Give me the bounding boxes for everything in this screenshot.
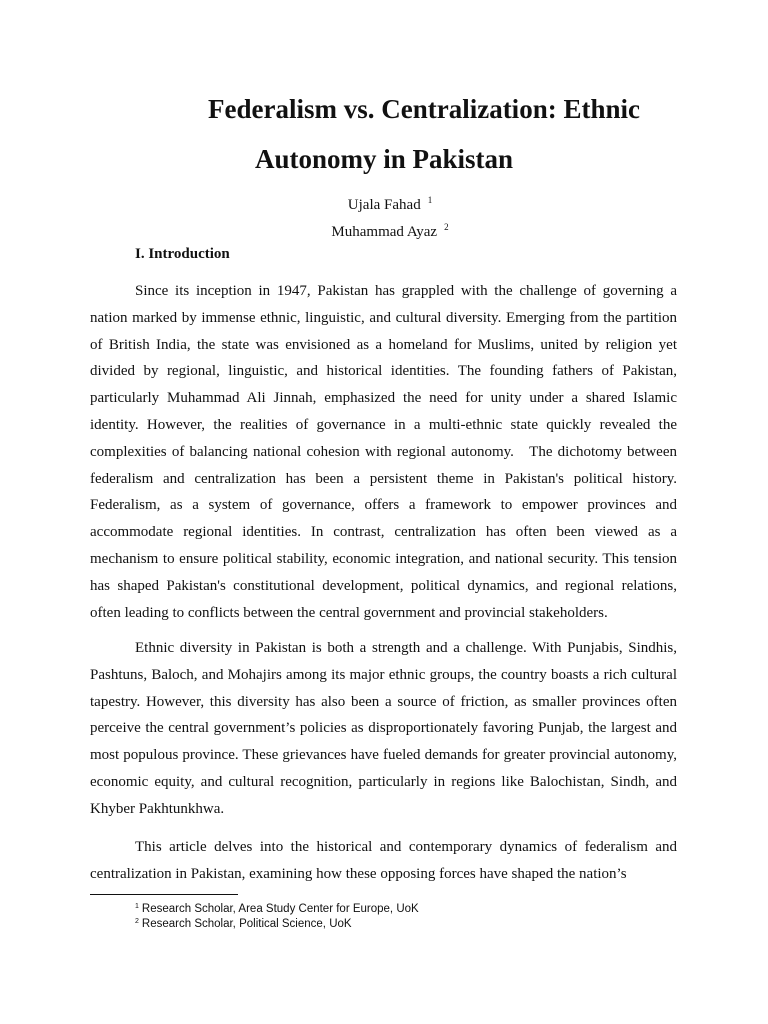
section-heading-introduction: I. Introduction [135, 246, 230, 262]
body-paragraph-2: Ethnic diversity in Pakistan is both a strength and a challenge. With Punjabis, Sindhis, Pashtuns, Baloch, and Mohajirs among its major ethnic groups, the country boasts a rich cultural tapestry. However, this diversity has also been a source of friction, as smaller provinces often perceive the central government’s policies as disproportionately favoring Punjab, the largest and most populous province. These grievances have fueled demands for greater provincial autonomy, economic equity, and cultural recognition, particularly in regions like Balochistan, Sindh, and Khyber Pakhtunkhwa. [90, 640, 677, 817]
footnote-marker: 2 [135, 918, 139, 925]
footnote-marker: 1 [135, 903, 139, 910]
footnote-2 [135, 914, 352, 932]
body-paragraph-3: This article delves into the historical and contemporary dynamics of federalism and centralization in Pakistan, examining how these opposing forces have shaped the nation’s [90, 839, 677, 882]
footnote-text: Research Scholar, Political Science, UoK [141, 918, 352, 930]
footnote-separator [90, 894, 238, 895]
body-paragraph-1: Since its inception in 1947, Pakistan has grappled with the challenge of governing a nation marked by immense ethnic, linguistic, and cultural diversity. Emerging from the partition of British India, the state was envisioned as a homeland for Muslims, united by religion yet divided by regional, linguistic, and historical identities. The founding fathers of Pakistan, particularly Muhammad Ali Jinnah, emphasized the need for unity under a shared Islamic identity. However, the realities of governance in a multi-ethnic state quickly revealed the complexities of balancing national cohesion with regional autonomy. The dichotomy between federalism and centralization has been a persistent theme in Pakistan's political history. Federalism, as a system of governance, offers a framework to empower provinces and accommodate regional identities. In contrast, centralization has often been viewed as a mechanism to ensure political stability, economic integration, and national security. This tension has shaped Pakistan's constitutional development, political dynamics, and regional relations, often leading to conflicts between the central government and provincial stakeholders. [90, 283, 677, 621]
paper-title-line-2: Autonomy in Pakistan [254, 144, 514, 174]
author-name: Muhammad Ayaz [331, 224, 438, 240]
footnote-text: Research Scholar, Area Study Center for Europe, UoK [141, 903, 419, 915]
footnote-marker: 1 [427, 195, 433, 205]
author-2 [96, 217, 684, 242]
footnote-marker: 2 [444, 222, 449, 232]
paper-title-line-1: Federalism vs. Centralization: Ethnic [208, 94, 640, 124]
author-1 [96, 190, 684, 215]
author-name: Ujala Fahad [347, 197, 421, 213]
